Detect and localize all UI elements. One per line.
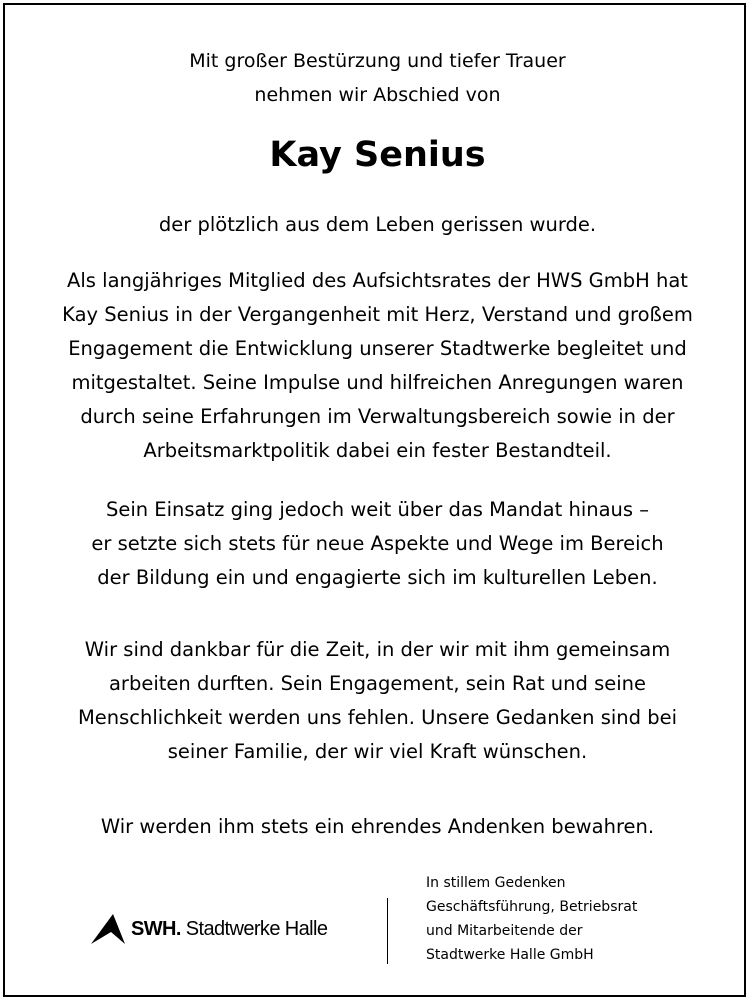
triangle-logo-mark-icon [91, 914, 125, 944]
paragraph-1 [5, 264, 749, 468]
signature-line: In stillem Gedenken [426, 875, 566, 891]
paragraph-2 [5, 493, 749, 595]
signature-line: Stadtwerke Halle GmbH [426, 947, 594, 963]
signature-divider [387, 898, 388, 964]
closing-text: Wir werden ihm stets ein ehrendes Andenken bewahren. [100, 815, 655, 838]
obituary-frame [3, 3, 746, 997]
logo-wordmark [131, 918, 327, 941]
paragraph-3 [5, 633, 749, 769]
paragraph-line: Sein Einsatz ging jedoch weit über das Mandat hinaus – [105, 498, 650, 521]
paragraph-line: Engagement die Entwicklung unserer Stadtwerke begleitet und [68, 337, 687, 360]
paragraph-line: arbeiten durften. Sein Engagement, sein Rat und seine [108, 672, 647, 695]
signature-line: Geschäftsführung, Betriebsrat [426, 899, 638, 915]
signature-line: und Mitarbeitende der [426, 923, 583, 939]
stadtwerke-halle-logo [91, 912, 327, 946]
paragraph-line: seiner Familie, der wir viel Kraft wünschen. [167, 740, 588, 763]
logo-brand: SWH. [131, 917, 181, 940]
paragraph-line: Kay Senius in der Vergangenheit mit Herz, Verstand und großem [62, 303, 693, 326]
paragraph-line: durch seine Erfahrungen im Verwaltungsbereich sowie in der [80, 405, 675, 428]
logo-name: Stadtwerke Halle [185, 917, 328, 940]
intro-line: nehmen wir Abschied von [254, 84, 501, 106]
paragraph-line: Wir sind dankbar für die Zeit, in der wir mit ihm gemeinsam [84, 638, 671, 661]
paragraph-line: Arbeitsmarktpolitik dabei ein fester Bestandteil. [143, 439, 612, 462]
paragraph-line: mitgestaltet. Seine Impulse und hilfreichen Anregungen waren [71, 371, 684, 394]
signature-block [426, 871, 637, 967]
paragraph-line: er setzte sich stets für neue Aspekte und Wege im Bereich [91, 532, 664, 555]
paragraph-line: Als langjähriges Mitglied des Aufsichtsrates der HWS GmbH hat [67, 269, 688, 292]
paragraph-line: der Bildung ein und engagierte sich im kulturellen Leben. [97, 566, 658, 589]
paragraph-line: Menschlichkeit werden uns fehlen. Unsere Gedanken sind bei [77, 706, 678, 729]
subtitle-text: der plötzlich aus dem Leben gerissen wurde. [158, 213, 597, 236]
deceased-name: Kay Senius [269, 135, 486, 175]
intro-text [5, 44, 749, 112]
intro-line: Mit großer Bestürzung und tiefer Trauer [189, 50, 566, 72]
